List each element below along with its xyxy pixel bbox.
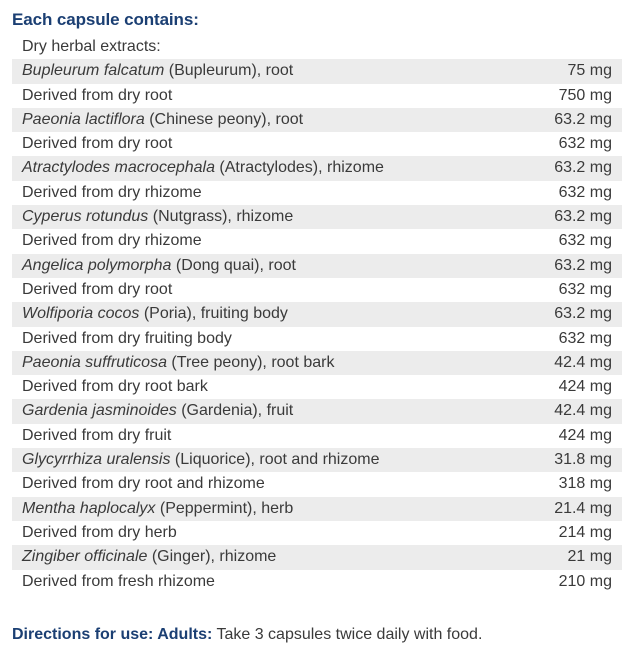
ingredient-amount: 210 mg [558, 572, 612, 590]
ingredient-latin-name: Glycyrrhiza uralensis [22, 451, 171, 469]
ingredient-amount: 31.8 mg [554, 451, 612, 469]
ingredient-amount: 63.2 mg [554, 256, 612, 274]
ingredient-amount: 424 mg [558, 426, 612, 444]
directions-lead: Directions for use: Adults: [12, 626, 213, 643]
ingredient-latin-name: Gardenia jasminoides [22, 402, 177, 420]
ingredient-description: Derived from dry root and rhizome [22, 475, 265, 493]
ingredient-amount: 63.2 mg [554, 305, 612, 323]
ingredient-row [12, 108, 622, 132]
ingredient-latin-name: Paeonia lactiflora [22, 110, 145, 128]
ingredient-description: (Dong quai), root [171, 256, 296, 274]
ingredient-description: Derived from dry fruit [22, 426, 172, 444]
ingredient-amount: 318 mg [558, 475, 612, 493]
ingredient-name [22, 229, 202, 253]
ingredient-latin-name: Cyperus rotundus [22, 208, 149, 226]
ingredient-description: Derived from dry root [22, 280, 173, 298]
ingredient-name [22, 302, 288, 326]
ingredient-description: (Nutgrass), rhizome [148, 208, 294, 226]
ingredient-description: (Bupleurum), root [164, 62, 294, 80]
ingredient-row [12, 327, 622, 351]
ingredient-name [22, 205, 293, 229]
ingredient-amount: 424 mg [558, 378, 612, 396]
ingredient-row [12, 399, 622, 423]
ingredient-amount: 63.2 mg [554, 110, 612, 128]
ingredient-description: (Atractylodes), rhizome [214, 159, 384, 177]
ingredient-description: (Gardenia), fruit [176, 402, 294, 420]
directions-text: Take 3 capsules twice daily with food. [212, 626, 483, 643]
ingredient-description: Derived from fresh rhizome [22, 572, 215, 590]
ingredient-name [22, 254, 296, 278]
ingredient-amount: 632 mg [558, 329, 612, 347]
ingredient-name [22, 424, 171, 448]
ingredient-name [22, 108, 303, 132]
ingredient-row [12, 84, 622, 108]
ingredient-row [12, 521, 622, 545]
ingredient-amount: 750 mg [558, 86, 612, 104]
ingredient-name [22, 278, 172, 302]
ingredient-name [22, 84, 172, 108]
ingredient-latin-name: Bupleurum falcatum [22, 62, 165, 80]
ingredient-description: Derived from dry herb [22, 523, 177, 541]
ingredient-name [22, 327, 232, 351]
ingredient-amount: 75 mg [567, 62, 612, 80]
ingredient-amount: 632 mg [558, 183, 612, 201]
ingredient-name [22, 545, 276, 569]
ingredient-row [12, 302, 622, 326]
ingredient-description: (Peppermint), herb [155, 499, 294, 517]
ingredient-amount: 63.2 mg [554, 159, 612, 177]
ingredient-row [12, 156, 622, 180]
ingredient-row [12, 375, 622, 399]
ingredient-row [12, 254, 622, 278]
ingredient-latin-name: Atractylodes macrocephala [22, 159, 215, 177]
ingredient-amount: 42.4 mg [554, 402, 612, 420]
ingredient-amount: 632 mg [558, 135, 612, 153]
ingredient-description: (Tree peony), root bark [166, 353, 335, 371]
ingredient-name [22, 448, 379, 472]
ingredient-description: Derived from dry fruiting body [22, 329, 232, 347]
ingredient-description: Derived from dry rhizome [22, 183, 202, 201]
ingredients-table [12, 35, 622, 594]
ingredient-description: Derived from dry root [22, 86, 173, 104]
ingredient-row [12, 229, 622, 253]
ingredient-latin-name: Angelica polymorpha [22, 256, 172, 274]
ingredient-row [12, 472, 622, 496]
ingredient-name [22, 59, 293, 83]
ingredient-name [22, 399, 293, 423]
ingredient-row [12, 351, 622, 375]
ingredient-name [22, 35, 161, 59]
ingredient-latin-name: Paeonia suffruticosa [22, 353, 167, 371]
ingredient-description: Dry herbal extracts: [22, 38, 161, 55]
ingredient-row [12, 35, 622, 59]
ingredient-amount: 42.4 mg [554, 353, 612, 371]
ingredient-description: (Liquorice), root and rhizome [170, 451, 380, 469]
ingredient-description: (Chinese peony), root [144, 110, 304, 128]
directions-for-use [12, 626, 482, 644]
ingredient-latin-name: Wolfiporia cocos [22, 305, 140, 323]
ingredient-row [12, 181, 622, 205]
ingredient-description: Derived from dry root bark [22, 378, 208, 396]
ingredient-row [12, 205, 622, 229]
ingredient-row [12, 59, 622, 83]
ingredient-latin-name: Mentha haplocalyx [22, 499, 156, 517]
ingredient-row [12, 132, 622, 156]
ingredient-name [22, 156, 384, 180]
ingredient-row [12, 570, 622, 594]
ingredient-name [22, 181, 202, 205]
ingredient-description: (Ginger), rhizome [147, 548, 277, 566]
ingredient-row [12, 424, 622, 448]
ingredient-name [22, 497, 293, 521]
ingredient-description: Derived from dry root [22, 135, 173, 153]
ingredient-description: (Poria), fruiting body [139, 305, 288, 323]
ingredient-description: Derived from dry rhizome [22, 232, 202, 250]
ingredient-name [22, 351, 334, 375]
ingredient-row [12, 545, 622, 569]
ingredient-latin-name: Zingiber officinale [22, 548, 148, 566]
ingredient-amount: 21.4 mg [554, 499, 612, 517]
ingredient-row [12, 497, 622, 521]
ingredient-name [22, 132, 172, 156]
ingredient-amount: 632 mg [558, 280, 612, 298]
ingredient-amount: 632 mg [558, 232, 612, 250]
ingredients-heading: Each capsule contains: [12, 10, 199, 29]
ingredient-name [22, 375, 208, 399]
ingredient-amount: 214 mg [558, 523, 612, 541]
ingredient-amount: 63.2 mg [554, 208, 612, 226]
ingredient-name [22, 570, 215, 594]
ingredient-row [12, 448, 622, 472]
ingredient-name [22, 472, 265, 496]
ingredient-row [12, 278, 622, 302]
ingredient-name [22, 521, 177, 545]
ingredient-amount: 21 mg [567, 548, 612, 566]
